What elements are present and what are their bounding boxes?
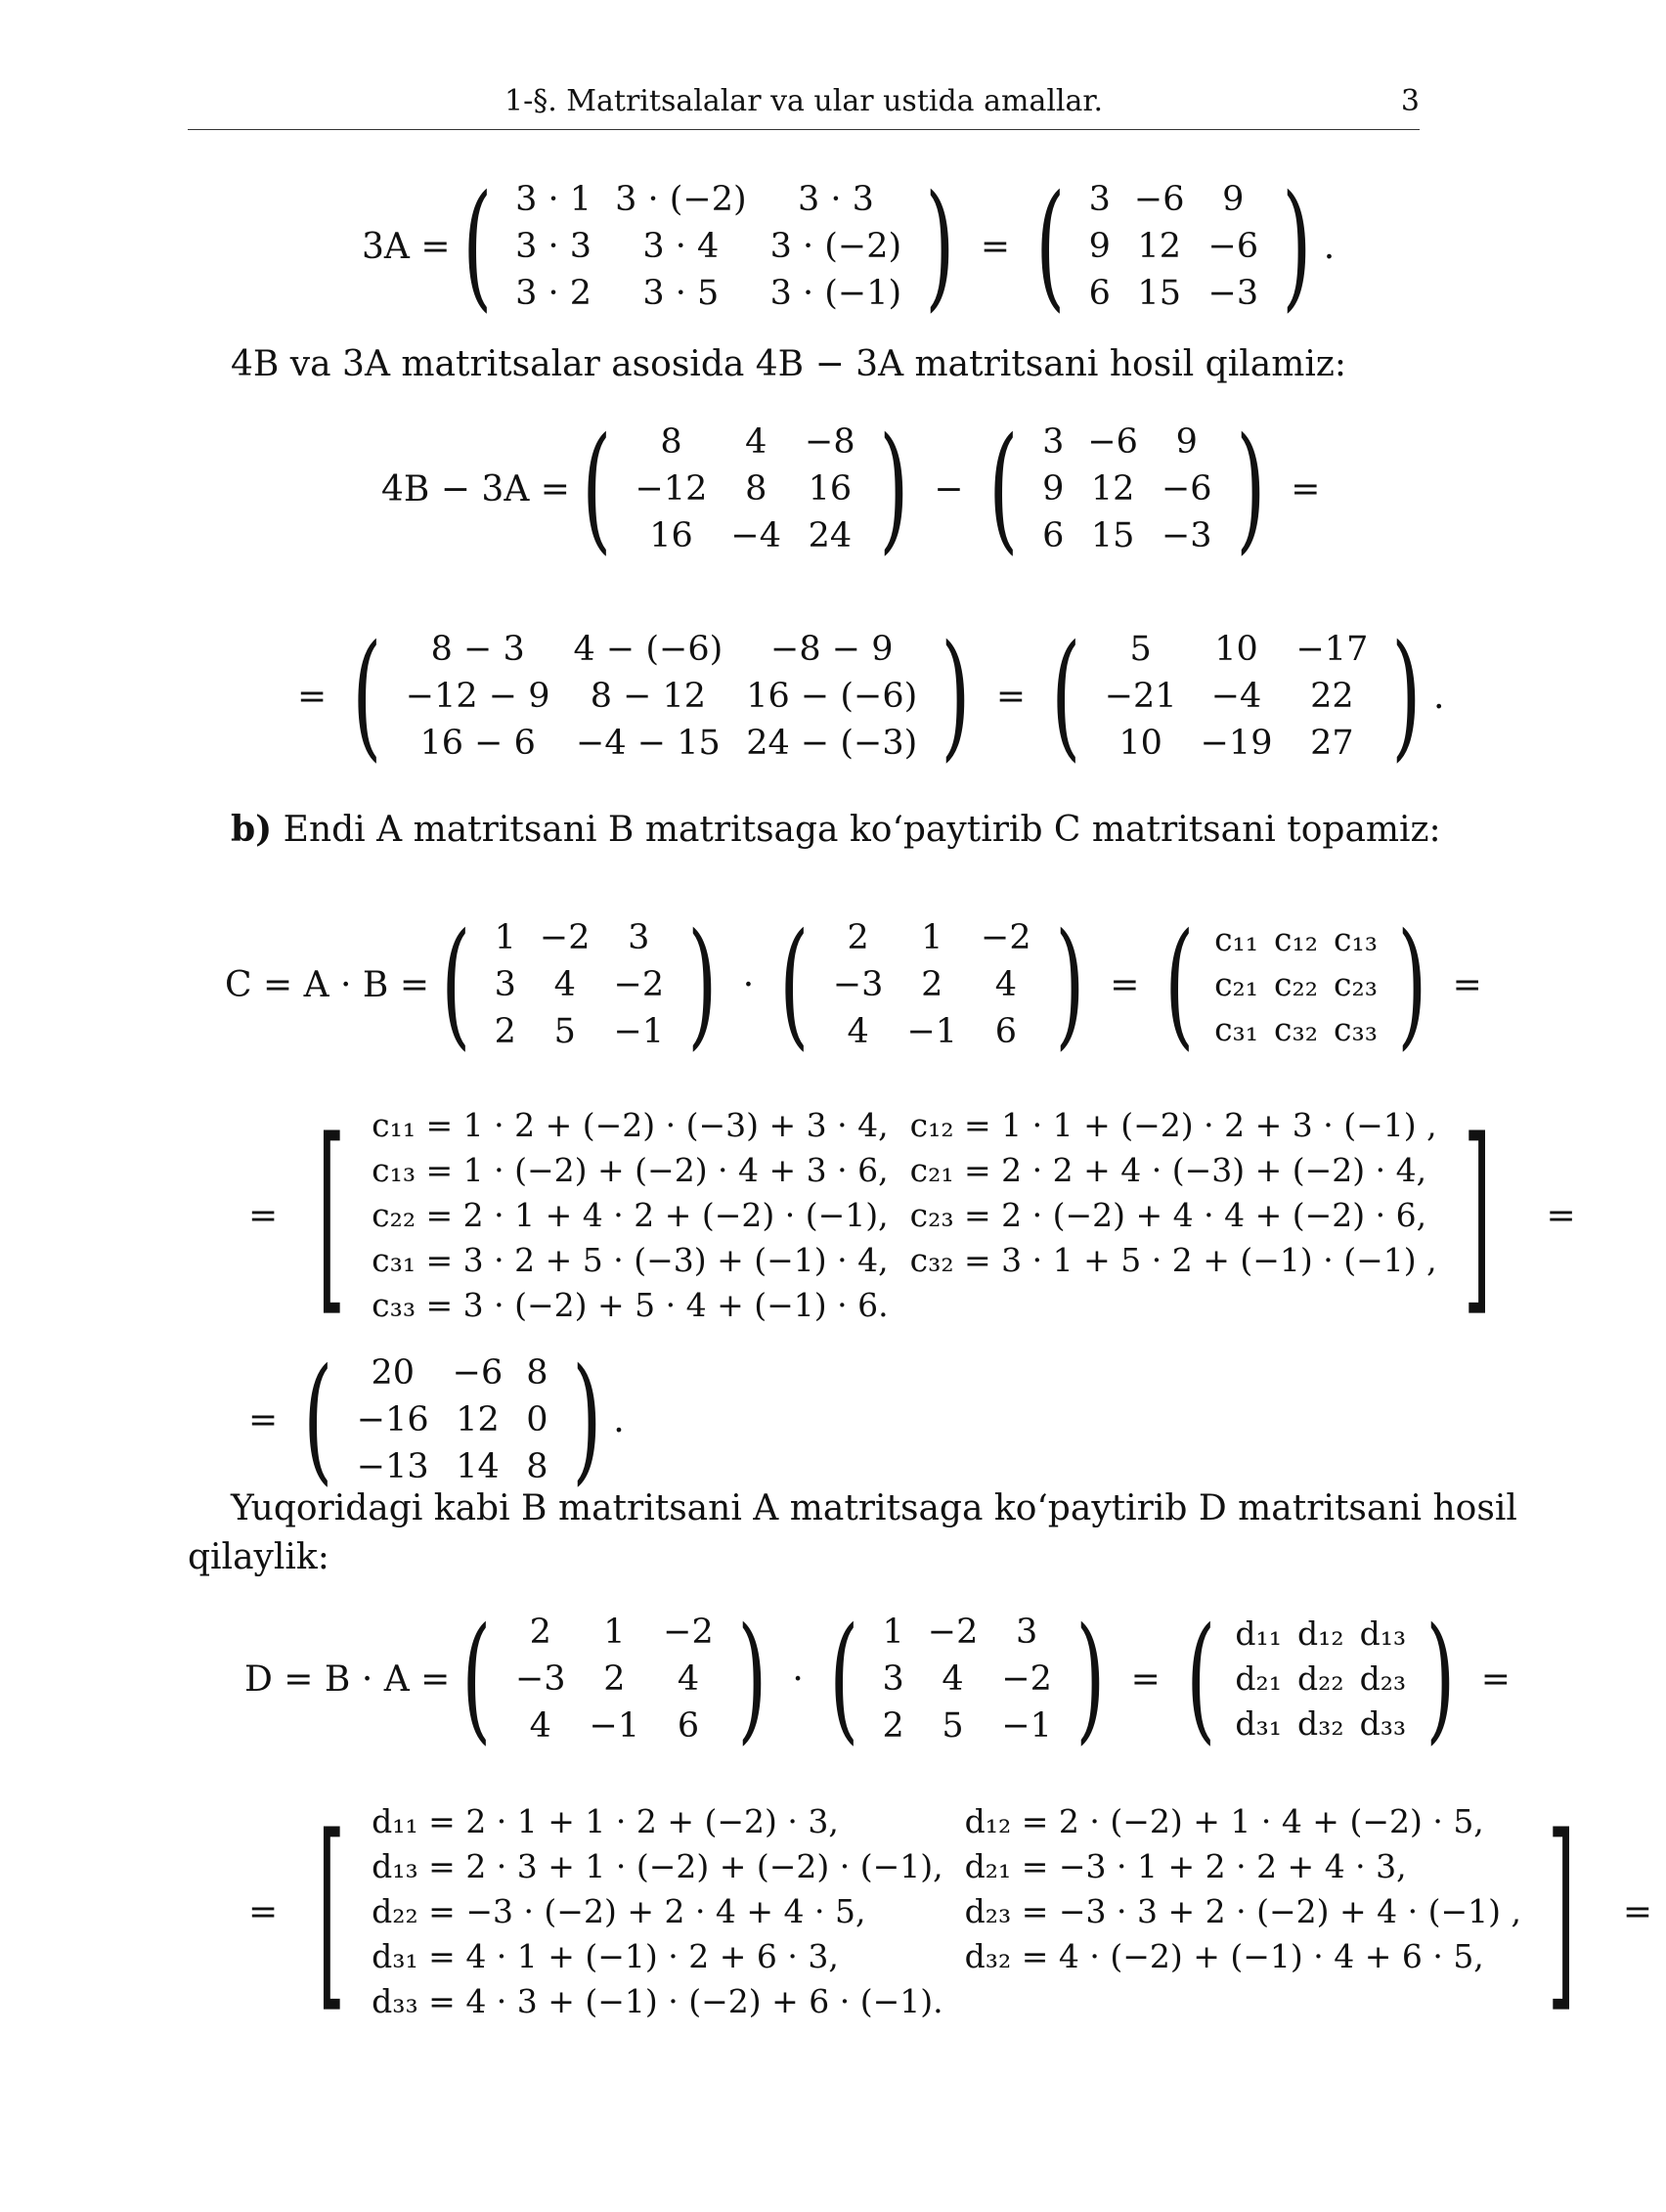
matrix-cell: 10 [1118, 724, 1162, 763]
matrix-cell: 3 [1042, 422, 1065, 462]
matrix-cell: 8 [526, 1353, 548, 1393]
matrix-cell: 4 [847, 1012, 869, 1051]
matrix-cell: 15 [1137, 274, 1181, 313]
matrix: ( 1 −2 3 3 4 −2 2 5 −1 ) [441, 905, 718, 1064]
system-entry: c₁₁ = 1 · 2 + (−2) · (−3) + 3 · 4, [372, 1106, 889, 1144]
paragraph: qilaylik: [188, 1537, 329, 1577]
matrix-body [504, 176, 913, 317]
matrix-body [394, 626, 930, 767]
matrix-row [624, 465, 867, 512]
matrix-cell: −4 − 15 [576, 724, 721, 763]
matrix-cell: 4 − (−6) [573, 630, 723, 669]
matrix-cell: d₃₃ [1359, 1704, 1407, 1743]
matrix-cell: d₃₁ [1235, 1704, 1282, 1743]
matrix-cell: d₁₁ [1235, 1615, 1282, 1653]
matrix-cell: −3 [832, 965, 884, 1004]
matrix-row [1077, 270, 1271, 317]
system-entry: c₁₂ = 1 · 1 + (−2) · 2 + 3 · (−1) , [909, 1106, 1437, 1144]
matrix-cell: 12 [1090, 469, 1135, 509]
matrix-cell: 3 · 4 [642, 227, 720, 266]
matrix-row [345, 1443, 560, 1490]
matrix: ( 3 · 1 3 · (−2) 3 · 3 3 · 3 3 · 4 3 · (−2) 3 · 2 3 · 5 3 · (−1) ) [461, 166, 955, 326]
matrix-row [1093, 720, 1381, 767]
matrix-cell: 3 · (−2) [769, 227, 902, 266]
matrix-row [1227, 1657, 1414, 1702]
matrix-cell: 9 [1222, 180, 1245, 219]
matrix-cell: d₁₃ [1359, 1615, 1407, 1653]
matrix-row [483, 1008, 677, 1055]
matrix-cell: −16 [356, 1400, 429, 1439]
matrix-cell: 16 [808, 469, 853, 509]
system-entry: c₃₃ = 3 · (−2) + 5 · 4 + (−1) · 6. [372, 1286, 889, 1324]
matrix-cell: 2 [529, 1613, 551, 1652]
equation-difference: = ( 8 − 3 4 − (−6) −8 − 9 −12 − 9 8 − 12 16 − (−6) 16 − 6 −4 − 15 24 − (−3) ) = ( 5 10 −17 −21 −4 22 10 −19 27 ) . [297, 616, 1445, 775]
running-header [188, 84, 1420, 130]
matrix-cell: 3 [1016, 1613, 1038, 1652]
matrix-cell: 4 [677, 1659, 700, 1699]
matrix-body [1206, 917, 1385, 1052]
equation-4b-3a: 4B − 3A = ( 8 4 −8 −12 8 16 16 −4 24 ) − ( 3 −6 9 9 12 −6 6 15 −3 ) = [381, 409, 1321, 568]
matrix-body [821, 914, 1043, 1055]
system-body [372, 1103, 1437, 1328]
matrix-cell: 2 [921, 965, 943, 1004]
matrix-cell: −3 [1207, 274, 1259, 313]
matrix-row [504, 1703, 725, 1749]
matrix-cell: 0 [526, 1400, 548, 1439]
system-body [372, 1799, 1521, 2024]
matrix: ( 2 1 −2 −3 2 4 4 −1 6 ) [779, 905, 1084, 1064]
matrix-cell: 3 · 3 [515, 227, 592, 266]
matrix-row [483, 961, 677, 1008]
system-entry: d₂₂ = −3 · (−2) + 2 · 4 + 4 · 5, [372, 1892, 866, 1930]
matrix-cell: −6 [1133, 180, 1185, 219]
matrix-cell: −12 − 9 [405, 677, 550, 716]
matrix: ( 3 −6 9 9 12 −6 6 15 −3 ) [1035, 166, 1312, 326]
matrix-row [624, 419, 867, 465]
matrix-row [624, 512, 867, 559]
matrix-row [1227, 1702, 1414, 1747]
matrix-cell: c₂₃ [1333, 965, 1378, 1003]
matrix-cell: −2 [539, 918, 591, 957]
matrix-cell: 3 · 3 [797, 180, 874, 219]
paragraph: Yuqoridagi kabi B matritsani A matritsaga ko‘paytirib D matritsani hosil [231, 1488, 1517, 1528]
matrix-row [1206, 1007, 1385, 1052]
matrix-cell: 8 [745, 469, 767, 509]
system-entry: d₁₂ = 2 · (−2) + 1 · 4 + (−2) · 5, [964, 1802, 1484, 1840]
matrix-row [504, 1656, 725, 1703]
system-entry: c₃₁ = 3 · 2 + 5 · (−3) + (−1) · 4, [372, 1241, 889, 1279]
matrix-row [1030, 512, 1224, 559]
matrix-cell: d₁₂ [1296, 1615, 1344, 1653]
matrix-cell: 8 [660, 422, 682, 462]
matrix-cell: 10 [1214, 630, 1258, 669]
bracket-block: [ c₁₁ = 1 · 2 + (−2) · (−3) + 3 · 4, c₁₂ = 1 · 1 + (−2) · 2 + 3 · (−1) , c₁₃ = 1 · (−2) + (−2) · 4 + 3 · 6, c₂₁ = 2 · 2 + 4 · (−3) + (−2) · 4, c₂₂ = 2 · 1 + 4 · 2 + (−2) · (−1), c₂₃ = 2 · (−2) + 4 · 4 + (−2) · 6, c₃₁ = 3 · 2 + 5 · (−3) + (−1) · 4, c₃₂ = 3 · 1 + 5 · 2 + (−1) · (−1) , c₃₃ = 3 · (−2) + 5 · 4 + (−1) · 6. ] [317, 1095, 1491, 1335]
matrix-cell: 4 [553, 965, 576, 1004]
matrix-cell: 9 [1042, 469, 1065, 509]
page-number: 3 [1400, 84, 1420, 118]
item-text: Endi A matritsani B matritsaga ko‘paytirib C matritsani topamiz: [283, 810, 1441, 850]
matrix-row [1077, 223, 1271, 270]
matrix-row [1206, 962, 1385, 1007]
matrix-cell: 1 [882, 1613, 904, 1652]
matrix-cell: 9 [1088, 227, 1111, 266]
system-entry: d₁₃ = 2 · 3 + 1 · (−2) + (−2) · (−1), [372, 1847, 943, 1885]
matrix-cell: −19 [1200, 724, 1273, 763]
header-title: 1-§. Matritsalalar va ular ustida amallar. [504, 84, 1103, 118]
matrix-cell: 5 [942, 1706, 964, 1746]
system-entry [910, 1283, 1437, 1328]
matrix-cell: 3 · (−1) [769, 274, 902, 313]
matrix-row [394, 626, 930, 673]
matrix: ( 3 −6 9 9 12 −6 6 15 −3 ) [988, 409, 1265, 568]
matrix-cell: d₂₃ [1359, 1659, 1407, 1698]
matrix-cell: 15 [1090, 516, 1135, 555]
matrix-row [504, 223, 913, 270]
item-label: b) [231, 809, 273, 850]
matrix-cell: 20 [371, 1353, 415, 1393]
matrix-cell: −6 [452, 1353, 504, 1393]
matrix-cell: −6 [1087, 422, 1138, 462]
matrix-cell: 6 [677, 1706, 700, 1746]
matrix: ( 8 4 −8 −12 8 16 16 −4 24 ) [582, 409, 908, 568]
matrix-body [483, 914, 677, 1055]
equation-d-product: D = B · A = ( 2 1 −2 −3 2 4 4 −1 6 ) · ( 1 −2 3 3 4 −2 2 5 −1 ) = ( d₁₁ d₁₂ d₁₃ d₂₁ d₂₂ d₂₃ d₃₁ d₃₂ d₃₃ ) = [244, 1599, 1511, 1758]
matrix-cell: 1 [921, 918, 943, 957]
matrix-cell: −6 [1161, 469, 1212, 509]
matrix-cell: −2 [981, 918, 1031, 957]
matrix-row [1030, 465, 1224, 512]
matrix-row [1093, 626, 1381, 673]
matrix-cell: d₂₂ [1296, 1659, 1344, 1698]
system-entry: d₁₁ = 2 · 1 + 1 · 2 + (−2) · 3, [372, 1802, 839, 1840]
matrix-cell: −4 [730, 516, 782, 555]
matrix-cell: 6 [994, 1012, 1017, 1051]
system-entry: d₃₂ = 4 · (−2) + (−1) · 4 + 6 · 5, [964, 1937, 1484, 1975]
system-entry [965, 1979, 1521, 2024]
matrix: ( c₁₁ c₁₂ c₁₃ c₂₁ c₂₂ c₂₃ c₃₁ c₃₂ c₃₃ ) [1164, 905, 1427, 1064]
paragraph-b [231, 807, 1441, 853]
matrix-row [345, 1349, 560, 1396]
result-c: = ( 20 −6 8 −16 12 0 −13 14 8 ) . [248, 1340, 625, 1499]
matrix-cell: 8 − 3 [430, 630, 525, 669]
matrix: ( 2 1 −2 −3 2 4 4 −1 6 ) [461, 1599, 767, 1758]
matrix-cell: −6 [1207, 227, 1259, 266]
matrix-cell: 6 [1088, 274, 1111, 313]
matrix-cell: 16 − 6 [419, 724, 536, 763]
paragraph: 4B va 3A matritsalar asosida 4B − 3A matritsani hosil qilamiz: [231, 344, 1346, 384]
matrix-cell: −3 [1161, 516, 1212, 555]
matrix-row [870, 1656, 1064, 1703]
matrix-cell: 27 [1310, 724, 1354, 763]
matrix-row [394, 673, 930, 720]
matrix-row [1030, 419, 1224, 465]
matrix-body [870, 1609, 1064, 1749]
matrix-cell: 12 [1137, 227, 1181, 266]
matrix-cell: −13 [356, 1447, 429, 1486]
matrix-row [821, 914, 1043, 961]
matrix-row [1227, 1612, 1414, 1657]
eq-lhs: 3A = [362, 226, 451, 267]
matrix-cell: 8 [526, 1447, 548, 1486]
system-entry: d₂₁ = −3 · 1 + 2 · 2 + 4 · 3, [964, 1847, 1407, 1885]
matrix-cell: c₂₂ [1274, 965, 1318, 1003]
matrix-cell: 16 − (−6) [746, 677, 918, 716]
matrix-cell: 2 [882, 1706, 904, 1746]
matrix-body [624, 419, 867, 559]
matrix-cell: 24 − (−3) [746, 724, 918, 763]
system-entry: c₃₂ = 3 · 1 + 5 · 2 + (−1) · (−1) , [909, 1241, 1437, 1279]
matrix-cell: 22 [1310, 677, 1354, 716]
matrix-cell: −2 [927, 1613, 979, 1652]
matrix-body [504, 1609, 725, 1749]
eq-lhs: 4B − 3A = [381, 468, 570, 509]
matrix-body [1030, 419, 1224, 559]
matrix-cell: 3 [1088, 180, 1111, 219]
matrix-row [394, 720, 930, 767]
matrix-body [1227, 1612, 1414, 1747]
matrix-cell: d₃₂ [1296, 1704, 1344, 1743]
matrix-cell: 12 [456, 1400, 500, 1439]
matrix-cell: 1 [494, 918, 516, 957]
matrix-cell: −2 [663, 1613, 714, 1652]
matrix-cell: −8 − 9 [770, 630, 894, 669]
matrix: ( 5 10 −17 −21 −4 22 10 −19 27 ) [1051, 616, 1422, 775]
equation-3a: 3A = ( 3 · 1 3 · (−2) 3 · 3 3 · 3 3 · 4 3 · (−2) 3 · 2 3 · 5 3 · (−1) ) = ( 3 −6 9 9 12 −6 6 15 −3 ) . [362, 166, 1336, 326]
matrix-cell: 16 [649, 516, 693, 555]
matrix-cell: 3 [494, 965, 516, 1004]
matrix-cell: −1 [589, 1706, 640, 1746]
matrix-cell: 14 [456, 1447, 500, 1486]
matrix-cell: 5 [553, 1012, 576, 1051]
matrix: ( d₁₁ d₁₂ d₁₃ d₂₁ d₂₂ d₂₃ d₃₁ d₃₂ d₃₃ ) [1186, 1599, 1456, 1758]
matrix: ( 1 −2 3 3 4 −2 2 5 −1 ) [829, 1599, 1106, 1758]
system-entry: d₃₃ = 4 · 3 + (−1) · (−2) + 6 · (−1). [372, 1982, 943, 2020]
system-d: = [ d₁₁ = 2 · 1 + 1 · 2 + (−2) · 3, d₁₂ = 2 · (−2) + 1 · 4 + (−2) · 5, d₁₃ = 2 · 3 + 1 · (−2) + (−2) · (−1), d₂₁ = −3 · 1 + 2 · 2 + 4 · 3, d₂₂ = −3 · (−2) + 2 · 4 + 4 · 5, d₂₃ = −3 · 3 + 2 · (−2) + 4 · (−1) , d₃₁ = 4 · 1 + (−1) · 2 + 6 · 3, d₃₂ = 4 · (−2) + (−1) · 4 + 6 · 5, d₃₃ = 4 · 3 + (−1) · (−2) + 6 · (−1). ] = [248, 1792, 1653, 2031]
matrix-cell: 2 [603, 1659, 626, 1699]
matrix-row [870, 1609, 1064, 1656]
matrix: ( 8 − 3 4 − (−6) −8 − 9 −12 − 9 8 − 12 16 − (−6) 16 − 6 −4 − 15 24 − (−3) ) [352, 616, 971, 775]
bracket-block: [ d₁₁ = 2 · 1 + 1 · 2 + (−2) · 3, d₁₂ = 2 · (−2) + 1 · 4 + (−2) · 5, d₁₃ = 2 · 3 + 1 · (−2) + (−2) · (−1), d₂₁ = −3 · 1 + 2 · 2 + 4 · 3, d₂₂ = −3 · (−2) + 2 · 4 + 4 · 5, d₂₃ = −3 · 3 + 2 · (−2) + 4 · (−1) , d₃₁ = 4 · 1 + (−1) · 2 + 6 · 3, d₃₂ = 4 · (−2) + (−1) · 4 + 6 · 5, d₃₃ = 4 · 3 + (−1) · (−2) + 6 · (−1). ] [317, 1792, 1576, 2031]
matrix-cell: 3 · (−2) [615, 180, 747, 219]
eq-lhs: C = A · B = [225, 964, 429, 1005]
matrix-cell: 9 [1175, 422, 1198, 462]
matrix-row [821, 1008, 1043, 1055]
matrix-cell: 4 [745, 422, 767, 462]
matrix-cell: c₃₂ [1274, 1010, 1318, 1048]
matrix-cell: 3 · 2 [515, 274, 592, 313]
matrix-cell: 3 · 5 [642, 274, 720, 313]
system-entry: c₁₃ = 1 · (−2) + (−2) · 4 + 3 · 6, [372, 1151, 889, 1189]
matrix-cell: c₂₁ [1214, 965, 1259, 1003]
matrix-cell: 1 [603, 1613, 626, 1652]
equation-c-product: C = A · B = ( 1 −2 3 3 4 −2 2 5 −1 ) · ( 2 1 −2 −3 2 4 4 −1 6 ) = ( c₁₁ c₁₂ c₁₃ c₂₁ c₂₂ c₂₃ c₃₁ c₃₂ c₃₃ ) = [225, 905, 1482, 1064]
matrix-cell: 2 [847, 918, 869, 957]
matrix-body [1077, 176, 1271, 317]
matrix-cell: −1 [906, 1012, 958, 1051]
matrix-cell: 8 − 12 [590, 677, 707, 716]
matrix-row [1206, 917, 1385, 962]
system-entry: c₂₃ = 2 · (−2) + 4 · 4 + (−2) · 6, [909, 1196, 1427, 1234]
matrix-cell: −2 [1001, 1659, 1052, 1699]
matrix-cell: −8 [805, 422, 855, 462]
matrix-cell: 4 [994, 965, 1017, 1004]
matrix-cell: c₁₁ [1214, 920, 1259, 958]
system-entry: c₂₁ = 2 · 2 + 4 · (−3) + (−2) · 4, [909, 1151, 1427, 1189]
matrix-row [504, 176, 913, 223]
matrix-cell: 3 [628, 918, 650, 957]
system-entry: d₃₁ = 4 · 1 + (−1) · 2 + 6 · 3, [372, 1937, 839, 1975]
matrix: ( 20 −6 8 −16 12 0 −13 14 8 ) [303, 1340, 601, 1499]
matrix-cell: −4 [1210, 677, 1262, 716]
matrix-row [483, 914, 677, 961]
matrix-cell: c₃₃ [1333, 1010, 1378, 1048]
matrix-cell: c₁₃ [1333, 920, 1378, 958]
matrix-row [345, 1396, 560, 1443]
matrix-cell: 4 [942, 1659, 964, 1699]
matrix-cell: −1 [1001, 1706, 1052, 1746]
matrix-cell: −1 [613, 1012, 665, 1051]
matrix-cell: c₃₁ [1214, 1010, 1259, 1048]
matrix-cell: −2 [613, 965, 665, 1004]
matrix-body [345, 1349, 560, 1490]
matrix-cell: 4 [529, 1706, 551, 1746]
matrix-cell: −17 [1295, 630, 1369, 669]
matrix-body [1093, 626, 1381, 767]
matrix-row [821, 961, 1043, 1008]
matrix-cell: 2 [494, 1012, 516, 1051]
matrix-cell: −21 [1104, 677, 1177, 716]
matrix-cell: 3 [882, 1659, 904, 1699]
matrix-cell: c₁₂ [1274, 920, 1318, 958]
matrix-row [1093, 673, 1381, 720]
matrix-cell: −3 [514, 1659, 566, 1699]
eq-lhs: D = B · A = [244, 1659, 451, 1700]
matrix-row [1077, 176, 1271, 223]
matrix-cell: d₂₁ [1235, 1659, 1282, 1698]
matrix-cell: 24 [808, 516, 853, 555]
matrix-row [504, 1609, 725, 1656]
system-c: = [ c₁₁ = 1 · 2 + (−2) · (−3) + 3 · 4, c₁₂ = 1 · 1 + (−2) · 2 + 3 · (−1) , c₁₃ = 1 · (−2) + (−2) · 4 + 3 · 6, c₂₁ = 2 · 2 + 4 · (−3) + (−2) · 4, c₂₂ = 2 · 1 + 4 · 2 + (−2) · (−1), c₂₃ = 2 · (−2) + 4 · 4 + (−2) · 6, c₃₁ = 3 · 2 + 5 · (−3) + (−1) · 4, c₃₂ = 3 · 1 + 5 · 2 + (−1) · (−1) , c₃₃ = 3 · (−2) + 5 · 4 + (−1) · 6. ] = [248, 1095, 1576, 1335]
matrix-row [870, 1703, 1064, 1749]
matrix-cell: 5 [1129, 630, 1152, 669]
system-entry: c₂₂ = 2 · 1 + 4 · 2 + (−2) · (−1), [372, 1196, 889, 1234]
matrix-cell: −12 [635, 469, 708, 509]
matrix-row [504, 270, 913, 317]
system-entry: d₂₃ = −3 · 3 + 2 · (−2) + 4 · (−1) , [964, 1892, 1521, 1930]
matrix-cell: 6 [1042, 516, 1065, 555]
matrix-cell: 3 · 1 [515, 180, 592, 219]
